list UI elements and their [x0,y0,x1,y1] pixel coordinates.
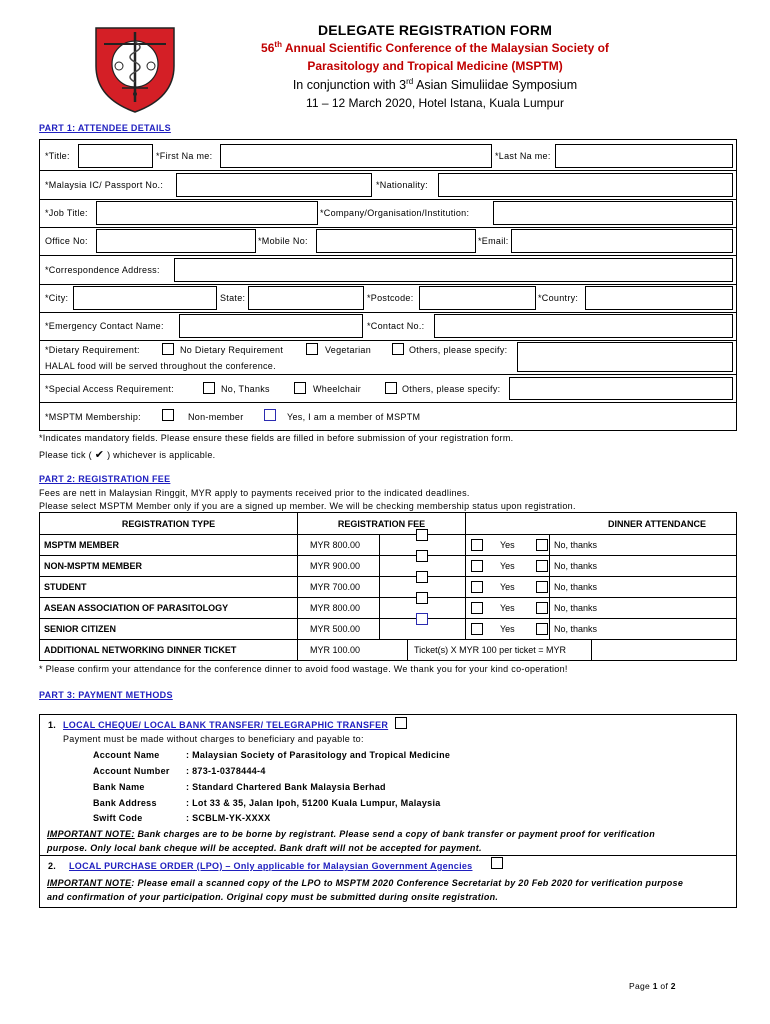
sa-other-field[interactable] [509,377,733,400]
diet-vegetarian-checkbox[interactable] [306,343,318,355]
conference-ordinal-sup: th [274,40,282,49]
ticket-total-field[interactable] [591,640,730,660]
ticket-calc-label: Ticket(s) X MYR 100 per ticket = MYR [414,645,566,655]
dinner-yes-checkbox[interactable] [471,581,483,593]
dinner-no-checkbox[interactable] [536,560,548,572]
date-venue: 11 – 12 March 2020, Hotel Istana, Kuala Lumpur [306,96,564,110]
conference-title-line2: Parasitology and Tropical Medicine (MSPTM) [307,59,563,73]
account-name-value: : Malaysian Society of Parasitology and Tropical Medicine [186,750,451,760]
member-yes-label: Yes, I am a member of MSPTM [287,412,421,422]
dinner-no-cell [550,598,737,619]
postcode-label: *Postcode: [367,293,414,303]
dinner-yes-checkbox[interactable] [471,623,483,635]
conjunction-rest: Asian Simuliidae Symposium [413,78,578,93]
office-no-label: Office No: [45,236,88,246]
method2-note-label: IMPORTANT NOTE [47,878,132,888]
method1-note-line2: purpose. Only local bank cheque will be accepted. Bank draft will not be accepted for payment. [47,843,482,853]
sa-wheelchair-checkbox[interactable] [294,382,306,394]
sa-no-label: No, Thanks [221,384,270,394]
page-number [629,981,676,991]
conference-title-rest: Annual Scientific Conference of the Malaysian Society of [281,41,609,55]
nationality-label: *Nationality: [376,180,428,190]
conference-ordinal: 56 [261,41,275,55]
form-title: DELEGATE REGISTRATION FORM [317,22,553,38]
dinner-ticket-calc-cell [380,640,737,661]
dinner-no-checkbox[interactable] [536,623,548,635]
method2-note-text1: : Please email a scanned copy of the LPO to MSPTM 2020 Conference Secretariat by 20 Feb 2020 for verification purpose [131,878,684,888]
email-field[interactable] [511,229,733,253]
tick-note-suffix: ) whichever is applicable. [107,450,216,460]
dinner-no-label: No, thanks [554,624,598,634]
dietary-label: *Dietary Requirement: [45,345,140,355]
job-title-field[interactable] [96,201,318,225]
fee-row-amount: MYR 900.00 [298,556,380,577]
diet-other-label: Others, please specify: [409,345,508,355]
email-label: *Email: [478,236,509,246]
emergency-field[interactable] [179,314,363,338]
conjunction-line [200,77,670,92]
dinner-note: * Please confirm your attendance for the conference dinner to avoid food wastage. We thank you for your kind co-operation! [39,664,568,674]
office-no-field[interactable] [96,229,256,253]
dinner-no-cell [550,619,737,640]
method1-desc: Payment must be made without charges to beneficiary and payable to: [63,734,364,744]
state-label: State: [220,293,246,303]
tick-mark-icon: ✔ [94,448,105,461]
job-title-label: *Job Title: [45,208,88,218]
dinner-ticket-fee: MYR 100.00 [298,640,380,661]
fee-row-type: ASEAN ASSOCIATION OF PARASITOLOGY [40,598,298,619]
first-name-label: *First Na me: [156,151,213,161]
country-label: *Country: [538,293,579,303]
conjunction-prefix: In conjunction with 3 [292,78,407,93]
fee-row-type: STUDENT [40,577,298,598]
sa-wheelchair-label: Wheelchair [313,384,362,394]
dinner-yes-checkbox[interactable] [471,602,483,614]
halal-note: HALAL food will be served throughout the conference. [45,361,276,371]
dinner-no-label: No, thanks [554,561,598,571]
dinner-yes-label: Yes [500,582,515,592]
membership-label: *MSPTM Membership: [45,412,141,422]
fee-note-2: Please select MSPTM Member only if you are a signed up member. We will be checking membership status upon registration. [39,501,576,511]
msptm-logo [92,22,178,114]
contact-no-field[interactable] [434,314,733,338]
method1-number: 1. [48,720,57,730]
fee-row [40,619,737,640]
fee-row [40,556,737,577]
mandatory-note: *Indicates mandatory fields. Please ensure these fields are filled in before submission of your registration form. [39,433,514,443]
method2-number: 2. [48,861,57,871]
ticket-qty-field[interactable] [376,640,408,660]
method1-title[interactable]: LOCAL CHEQUE/ LOCAL BANK TRANSFER/ TELEGRAPHIC TRANSFER [63,720,389,730]
sa-other-label: Others, please specify: [402,384,501,394]
dinner-yes-label: Yes [500,540,515,550]
mobile-no-field[interactable] [316,229,476,253]
account-number-key: Account Number [93,766,170,776]
fee-row-type: MSPTM MEMBER [40,535,298,556]
diet-none-checkbox[interactable] [162,343,174,355]
dinner-ticket-row [40,640,737,661]
dinner-no-checkbox[interactable] [536,539,548,551]
swift-code-key: Swift Code [93,813,143,823]
ic-field[interactable] [176,173,372,197]
member-yes-checkbox[interactable] [264,409,276,421]
dinner-yes-checkbox[interactable] [471,539,483,551]
bank-address-key: Bank Address [93,798,157,808]
method2-note-line1 [47,878,683,888]
member-non-label: Non-member [188,412,244,422]
dinner-no-label: No, thanks [554,603,598,613]
dinner-no-cell [550,535,737,556]
address-field[interactable] [174,258,733,282]
dinner-no-checkbox[interactable] [536,602,548,614]
part2-heading: PART 2: REGISTRATION FEE [39,474,171,484]
fee-row-amount: MYR 800.00 [298,535,380,556]
member-non-checkbox[interactable] [162,409,174,421]
bank-name-key: Bank Name [93,782,145,792]
title-field[interactable] [78,144,153,168]
method1-note-label: IMPORTANT NOTE: [47,829,135,839]
postcode-field[interactable] [419,286,536,310]
method2-note-line2: and confirmation of your participation. Original copy must be submitted during onsite registration. [47,892,499,902]
method1-checkbox[interactable] [395,717,407,729]
dinner-ticket-type: ADDITIONAL NETWORKING DINNER TICKET [40,640,298,661]
fee-row [40,535,737,556]
emergency-label: *Emergency Contact Name: [45,321,164,331]
last-name-label: *Last Na me: [495,151,551,161]
method2-title[interactable]: LOCAL PURCHASE ORDER (LPO) – Only applicable for Malaysian Government Agencies [69,861,473,871]
sa-no-checkbox[interactable] [203,382,215,394]
contact-no-label: *Contact No.: [367,321,425,331]
method2-checkbox[interactable] [491,857,503,869]
col-dinner-attendance: DINNER ATTENDANCE [466,513,737,535]
conference-title-line1 [200,40,670,55]
diet-other-field[interactable] [517,342,733,372]
diet-other-checkbox[interactable] [392,343,404,355]
bank-address-value: : Lot 33 & 35, Jalan Ipoh, 51200 Kuala Lumpur, Malaysia [186,798,441,808]
dinner-no-label: No, thanks [554,582,598,592]
dinner-yes-label: Yes [500,561,515,571]
mobile-no-label: *Mobile No: [258,236,308,246]
city-label: *City: [45,293,69,303]
title-label: *Title: [45,151,70,161]
col-registration-fee: REGISTRATION FEE [298,513,466,535]
fee-checkbox[interactable] [416,550,428,562]
dinner-yes-checkbox[interactable] [471,560,483,572]
fee-checkbox[interactable] [416,613,428,625]
special-access-label: *Special Access Requirement: [45,384,174,394]
diet-none-label: No Dietary Requirement [180,345,284,355]
page-current: 1 [652,981,658,991]
part3-heading: PART 3: PAYMENT METHODS [39,690,173,700]
bank-name-value: : Standard Chartered Bank Malaysia Berhad [186,782,386,792]
page-of: of [657,981,671,991]
tick-note [39,448,215,461]
fee-checkbox-cell [380,619,466,640]
fee-checkbox[interactable] [416,592,428,604]
fee-row-amount: MYR 500.00 [298,619,380,640]
first-name-field[interactable] [220,144,492,168]
page-total: 2 [670,981,676,991]
swift-code-value: : SCBLM-YK-XXXX [186,813,271,823]
fee-table [39,512,737,661]
fee-row [40,598,737,619]
conjunction-sup: rd [406,77,414,86]
dinner-no-cell [550,577,737,598]
city-field[interactable] [73,286,217,310]
dinner-yes-label: Yes [500,603,515,613]
company-field[interactable] [493,201,733,225]
country-field[interactable] [585,286,733,310]
dinner-no-cell [550,556,737,577]
dinner-no-label: No, thanks [554,540,598,550]
fee-row [40,577,737,598]
company-label: *Company/Organisation/Institution: [320,208,470,218]
tick-note-prefix: Please tick ( [39,450,92,460]
method1-note-text1: Bank charges are to be borne by registrant. Please send a copy of bank transfer or payment proof for verification [134,829,656,839]
col-registration-type: REGISTRATION TYPE [40,513,298,535]
account-name-key: Account Name [93,750,160,760]
ic-label: *Malaysia IC/ Passport No.: [45,180,164,190]
nationality-field[interactable] [438,173,733,197]
sa-other-checkbox[interactable] [385,382,397,394]
fee-row-amount: MYR 800.00 [298,598,380,619]
fee-row-type: NON-MSPTM MEMBER [40,556,298,577]
fee-checkbox[interactable] [416,571,428,583]
diet-vegetarian-label: Vegetarian [325,345,372,355]
account-number-value: : 873-1-0378444-4 [186,766,266,776]
fee-checkbox[interactable] [416,529,428,541]
state-field[interactable] [248,286,364,310]
method1-note-line1 [47,829,655,839]
fee-row-amount: MYR 700.00 [298,577,380,598]
last-name-field[interactable] [555,144,733,168]
part1-heading: PART 1: ATTENDEE DETAILS [39,123,171,133]
fee-note-1: Fees are nett in Malaysian Ringgit, MYR apply to payments received prior to the indicated deadlines. [39,488,470,498]
page-word: Page [629,981,653,991]
dinner-no-checkbox[interactable] [536,581,548,593]
address-label: *Correspondence Address: [45,265,160,275]
fee-row-type: SENIOR CITIZEN [40,619,298,640]
dinner-yes-label: Yes [500,624,515,634]
